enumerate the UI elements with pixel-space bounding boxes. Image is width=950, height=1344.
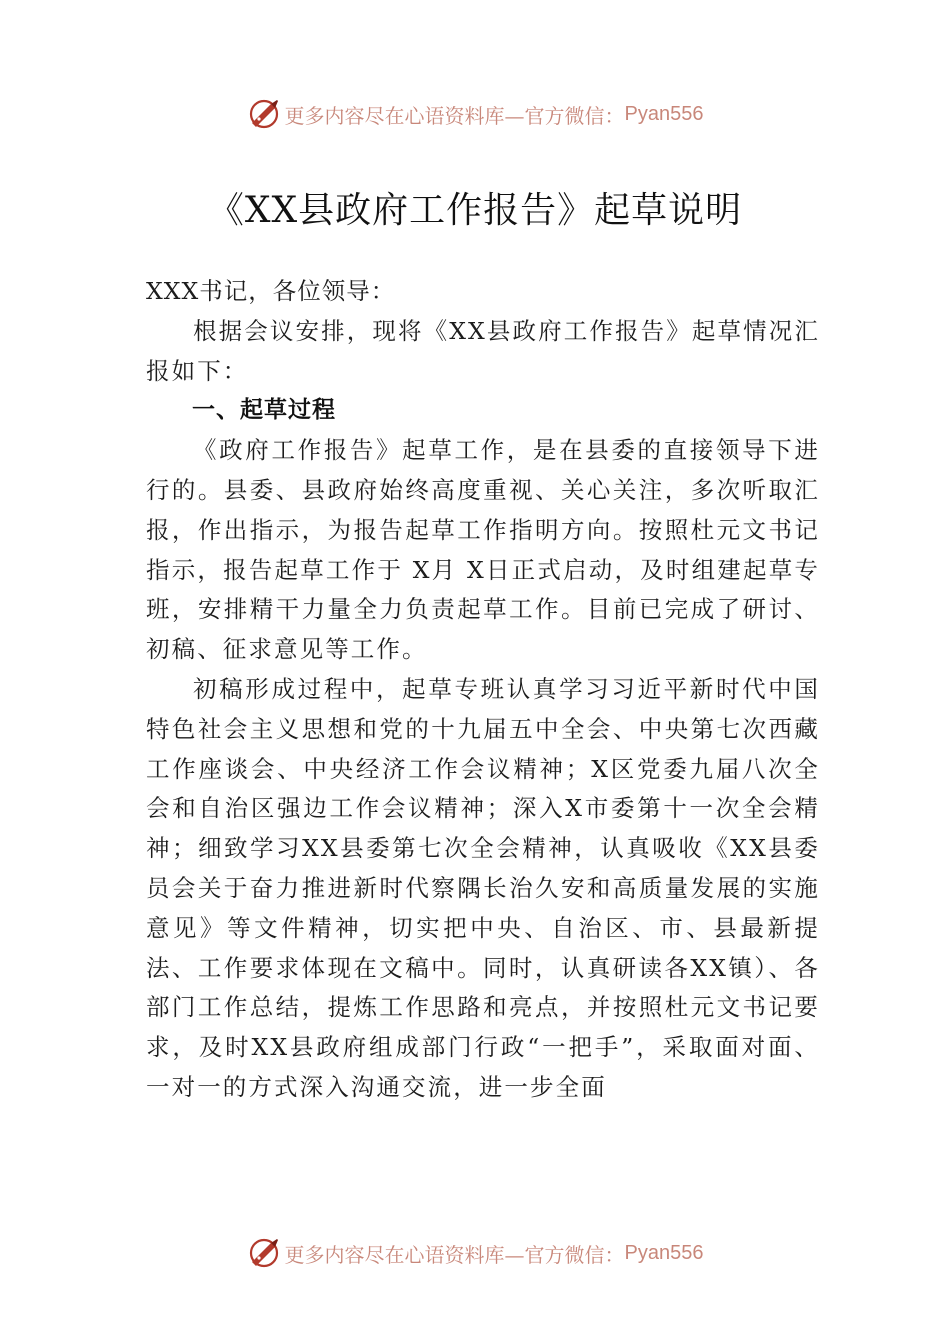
body-paragraph: 初稿形成过程中，起草专班认真学习习近平新时代中国特色社会主义思想和党的十九届五中全会、中央第七次西藏工作座谈会、中央经济工作会议精神；X区党委九届八次全会和自治区强边工作会议精神；深入X市委第十一次全会精神；细致学习XX县委第七次全会精神，认真吸收《XX县委员会关于奋力推进新时代察隅长治久安和高质量发展的实施意见》等文件精神，切实把中央、自治区、市、县最新提法、工作要求体现在文稿中。同时，认真研读各XX镇）、各部门工作总结，提炼工作思路和亮点，并按照杜元文书记要求，及时XX县政府组成部门行政“一把手”，采取面对面、一对一的方式深入沟通交流，进一步全面 [146,674,820,1101]
pen-nib-logo-icon [247,1236,281,1270]
salutation: XXX书记，各位领导： [146,277,396,305]
watermark-text: 更多内容尽在心语资料库—官方微信： [284,103,625,128]
watermark-banner-bottom [0,1233,950,1273]
document-title: 《XX县政府工作报告》起草说明 [207,190,743,231]
watermark-wechat-id: Pyan556 [624,102,704,125]
watermark-banner-top [0,94,950,134]
pen-nib-logo-icon [247,97,281,131]
watermark-wechat-id: Pyan556 [624,1241,704,1264]
document-body [146,272,820,1108]
body-paragraph: 《政府工作报告》起草工作，是在县委的直接领导下进行的。县委、县政府始终高度重视、关心关注，多次听取汇报，作出指示，为报告起草工作指明方向。按照杜元文书记指示，报告起草工作于 X月 X日正式启动，及时组建起草专班，安排精干力量全力负责起草工作。目前已完成了研讨、初稿、征求意见等工作。 [146,436,820,664]
watermark-text: 更多内容尽在心语资料库—官方微信： [284,1242,625,1267]
intro-paragraph: 根据会议安排，现将《XX县政府工作报告》起草情况汇报如下： [146,316,820,385]
section-heading: 一、起草过程 [192,397,336,424]
